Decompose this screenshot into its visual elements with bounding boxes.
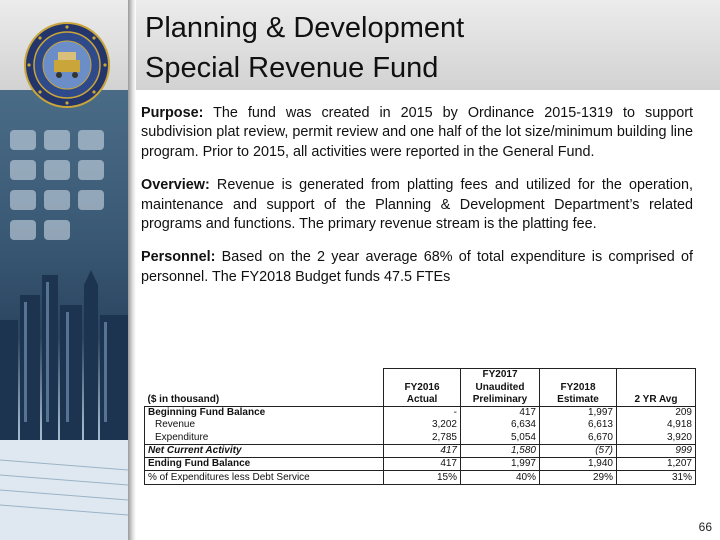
table-cell: 4,918 xyxy=(617,419,696,431)
left-divider xyxy=(128,0,136,540)
header-2yr-avg: 2 YR Avg xyxy=(617,394,696,407)
personnel-text: Based on the 2 year average 68% of total expenditure is comprised of personnel. The FY2018 Budget funds 47.5 FTEs xyxy=(141,249,693,285)
table-cell: 999 xyxy=(617,444,696,457)
city-seal-logo xyxy=(24,22,110,108)
table-cell: 5,054 xyxy=(461,431,540,444)
table-row xyxy=(145,458,696,471)
overview-text: Revenue is generated from platting fees and utilized for the operation, maintenance and support of the Planning & Development Department’s related programs and functions. The primary revenue stream is the platting fee. xyxy=(141,177,693,233)
purpose-text: The fund was created in 2015 by Ordinance 2015-1319 to support subdivision plat review, permit review and one half of the lot size/minimum building line program. Prior to 2015, all activities were reported in the General Fund. xyxy=(141,105,693,160)
table-header-row-3 xyxy=(145,394,696,407)
header-fy2016-line1: FY2016 xyxy=(384,381,461,393)
table-header-row-2 xyxy=(145,381,696,393)
table-body xyxy=(145,406,696,484)
table-cell: 29% xyxy=(540,471,617,484)
body-content xyxy=(141,104,693,301)
row-label: Ending Fund Balance xyxy=(145,458,384,471)
table-cell: 3,920 xyxy=(617,431,696,444)
page-number: 66 xyxy=(698,520,712,534)
table-cell: 1,580 xyxy=(461,444,540,457)
table-cell: 417 xyxy=(384,444,461,457)
table-cell: 1,207 xyxy=(617,458,696,471)
header-fy2018-line2: Estimate xyxy=(540,394,617,407)
personnel-paragraph xyxy=(141,248,693,287)
table-cell: 6,670 xyxy=(540,431,617,444)
header-fy2016-line2: Actual xyxy=(384,394,461,407)
table-row xyxy=(145,406,696,419)
table-header-row-1 xyxy=(145,369,696,382)
row-label: Beginning Fund Balance xyxy=(145,406,384,419)
city-skyline-image xyxy=(0,90,128,540)
left-decorative-panel xyxy=(0,90,128,540)
title-line-1: Planning & Development xyxy=(145,12,465,44)
personnel-label: Personnel: xyxy=(141,249,216,266)
purpose-paragraph xyxy=(141,104,693,162)
table-cell: 3,202 xyxy=(384,419,461,431)
title-line-2: Special Revenue Fund xyxy=(145,52,439,84)
table-row xyxy=(145,431,696,444)
table-cell: 417 xyxy=(384,458,461,471)
table-row xyxy=(145,419,696,431)
unit-label: ($ in thousand) xyxy=(147,393,220,405)
overview-paragraph xyxy=(141,176,693,234)
table-cell: 15% xyxy=(384,471,461,484)
overview-label: Overview: xyxy=(141,177,210,194)
row-label: % of Expenditures less Debt Service xyxy=(145,471,384,484)
table-cell: (57) xyxy=(540,444,617,457)
table-cell: 209 xyxy=(617,406,696,419)
slide-title xyxy=(145,8,705,88)
table-cell: 6,613 xyxy=(540,419,617,431)
header-fy2017-line2: Unaudited xyxy=(461,381,540,393)
row-label: Expenditure xyxy=(145,431,384,444)
purpose-label: Purpose: xyxy=(141,105,204,121)
table-cell: - xyxy=(384,406,461,419)
table-cell: 1,940 xyxy=(540,458,617,471)
header-fy2018-line1: FY2018 xyxy=(540,381,617,393)
fund-balance-table xyxy=(144,368,696,485)
row-label: Net Current Activity xyxy=(145,444,384,457)
table-cell: 31% xyxy=(617,471,696,484)
table-cell: 2,785 xyxy=(384,431,461,444)
table-cell: 1,997 xyxy=(540,406,617,419)
table-cell: 1,997 xyxy=(461,458,540,471)
table-cell: 6,634 xyxy=(461,419,540,431)
table-cell: 40% xyxy=(461,471,540,484)
table-row xyxy=(145,444,696,457)
table-row xyxy=(145,471,696,484)
table-cell: 417 xyxy=(461,406,540,419)
header-fy2017-line3: Preliminary xyxy=(461,394,540,407)
row-label: Revenue xyxy=(145,419,384,431)
header-fy2017-line1: FY2017 xyxy=(461,369,540,382)
